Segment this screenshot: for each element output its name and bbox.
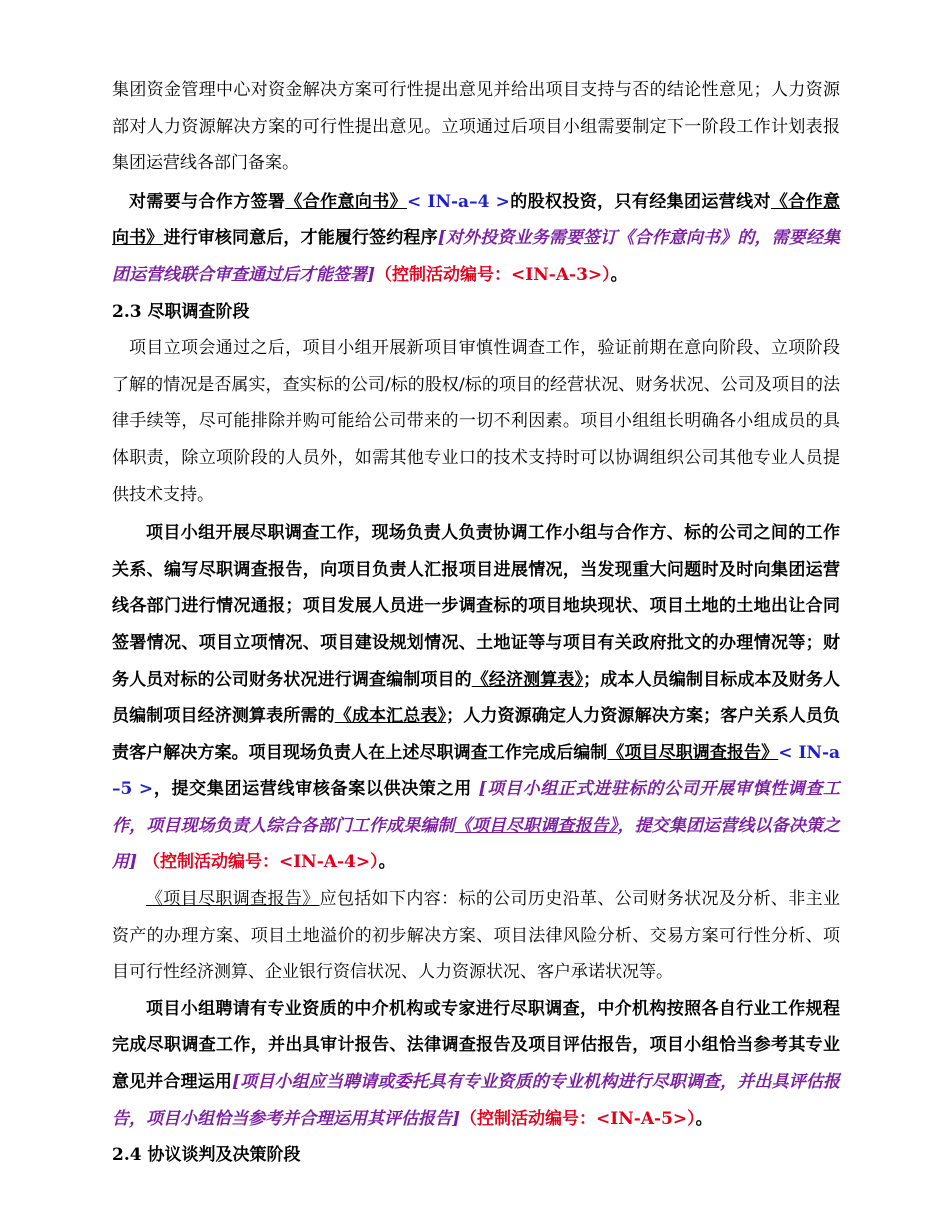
control-note: ，提交集团运营线以备决策之用] bbox=[112, 815, 841, 873]
text: 项目小组聘请有专业资质的中介机构或专家进行尽职调查，中介机构按照各自行业工作规程完成尽职调查工作，并出具审计报告、法律调查报告及项目评估报告，项目小组恰当参考其专业意见并合理运用 bbox=[112, 998, 840, 1093]
doc-ref-dd-report: 《项目尽职调查报告》 bbox=[146, 889, 320, 910]
control-note-doc-ref: 《项目尽职调查报告》 bbox=[454, 815, 618, 836]
paragraph-due-diligence-work bbox=[112, 515, 840, 881]
paragraph-intermediary bbox=[112, 991, 840, 1137]
doc-ref-cost-summary: 《成本汇总表》 bbox=[334, 706, 447, 727]
text: 项目小组开展尽职调查工作，现场负责人负责协调工作小组与合作方、标的公司之间的工作关系、编写尽职调查报告，向项目负责人汇报项目进展情况，当发现重大问题时及时向集团运营线各部门进行情况通报；项目发展人员进一步调查标的项目地块现状、项目土地的土地出让合同签署情况、项目立项情况、项目建设规划情况、土地证等与项目有关政府批文的办理情况等；财务人员对标的公司财务状况进行调查编制项目的 bbox=[112, 523, 840, 690]
doc-ref-cooperation-intent: 《合作意向书》 bbox=[285, 191, 407, 212]
text: 对需要与合作方签署 bbox=[129, 191, 286, 212]
control-note: [对外投资业务需要签订《合作意向书》的，需要经集团运营线联合审查通过后才能签署] bbox=[112, 228, 841, 285]
text: 的股权投资，只有经集团运营线对 bbox=[509, 191, 771, 212]
text: 进行审核同意后，才能履行签约程序 bbox=[163, 228, 438, 249]
section-heading-2-4: 2.4 协议谈判及决策阶段 bbox=[112, 1145, 301, 1166]
text: ；人力资源确定人力资源解决方案；客户关系人员负责客户解决方案。项目现场负责人在上述尽职调查工作完成后编制 bbox=[112, 706, 841, 763]
section-heading-2-3: 2.3 尽职调查阶段 bbox=[112, 301, 250, 322]
text: 。 bbox=[610, 264, 628, 285]
paragraph-report-contents bbox=[112, 881, 840, 991]
doc-ref-dd-report: 《项目尽职调查报告》 bbox=[607, 742, 779, 763]
control-note: [项目小组应当聘请或委托具有专业资质的专业机构进行尽职调查，并出具评估报告，项目小组恰当参考并合理运用其评估报告] bbox=[112, 1072, 841, 1129]
control-note: [项目小组正式进驻标的公司开展审慎性调查工作，项目现场负责人综合各部门工作成果编制 bbox=[112, 779, 840, 836]
doc-ref-cooperation-intent: 《合作意向书》 bbox=[112, 191, 841, 249]
document-page bbox=[112, 72, 840, 1174]
paragraph-funding-opinion: 集团资金管理中心对资金解决方案可行性提出意见并给出项目支持与否的结论性意见；人力资源部对人力资源解决方案的可行性提出意见。立项通过后项目小组需要制定下一阶段工作计划表报集团运营线各部门备案。 bbox=[112, 80, 840, 174]
form-code: < IN-a–5 > bbox=[112, 742, 841, 800]
control-activity-code: （控制活动编号：<IN-A-5>） bbox=[460, 1108, 696, 1129]
text: 。 bbox=[378, 852, 396, 873]
text: ，提交集团运营线审核备案以供决策之用 bbox=[153, 779, 472, 800]
text: 应包括如下内容：标的公司历史沿革、公司财务状况及分析、非主业资产的办理方案、项目土地溢价的初步解决方案、项目法律风险分析、交易方案可行性分析、项目可行性经济测算、企业银行资信状况、人力资源状况、客户承诺状况等。 bbox=[112, 889, 841, 983]
paragraph-due-diligence-intro: 项目立项会通过之后，项目小组开展新项目审慎性调查工作，验证前期在意向阶段、立项阶段了解的情况是否属实，查实标的公司/标的股权/标的项目的经营状况、财务状况、公司及项目的法律手续等，尽可能排除并购可能给公司带来的一切不利因素。项目小组组长明确各小组成员的具体职责，除立项阶段的人员外，如需其他专业口的技术支持时可以协调组织公司其他专业人员提供技术支持。 bbox=[112, 338, 840, 505]
control-activity-code: （控制活动编号：<IN-A-4>） bbox=[137, 852, 379, 873]
paragraph-cooperation-intent bbox=[112, 184, 840, 294]
text: ；成本人员编制目标成本及财务人员编制项目经济测算表所需的 bbox=[112, 669, 841, 727]
text: 。 bbox=[695, 1108, 713, 1129]
doc-ref-economic-calc: 《经济测算表》 bbox=[471, 669, 584, 690]
control-activity-code: （控制活动编号：<IN-A-3>） bbox=[375, 264, 611, 285]
form-code: < IN-a–4 > bbox=[406, 191, 510, 212]
